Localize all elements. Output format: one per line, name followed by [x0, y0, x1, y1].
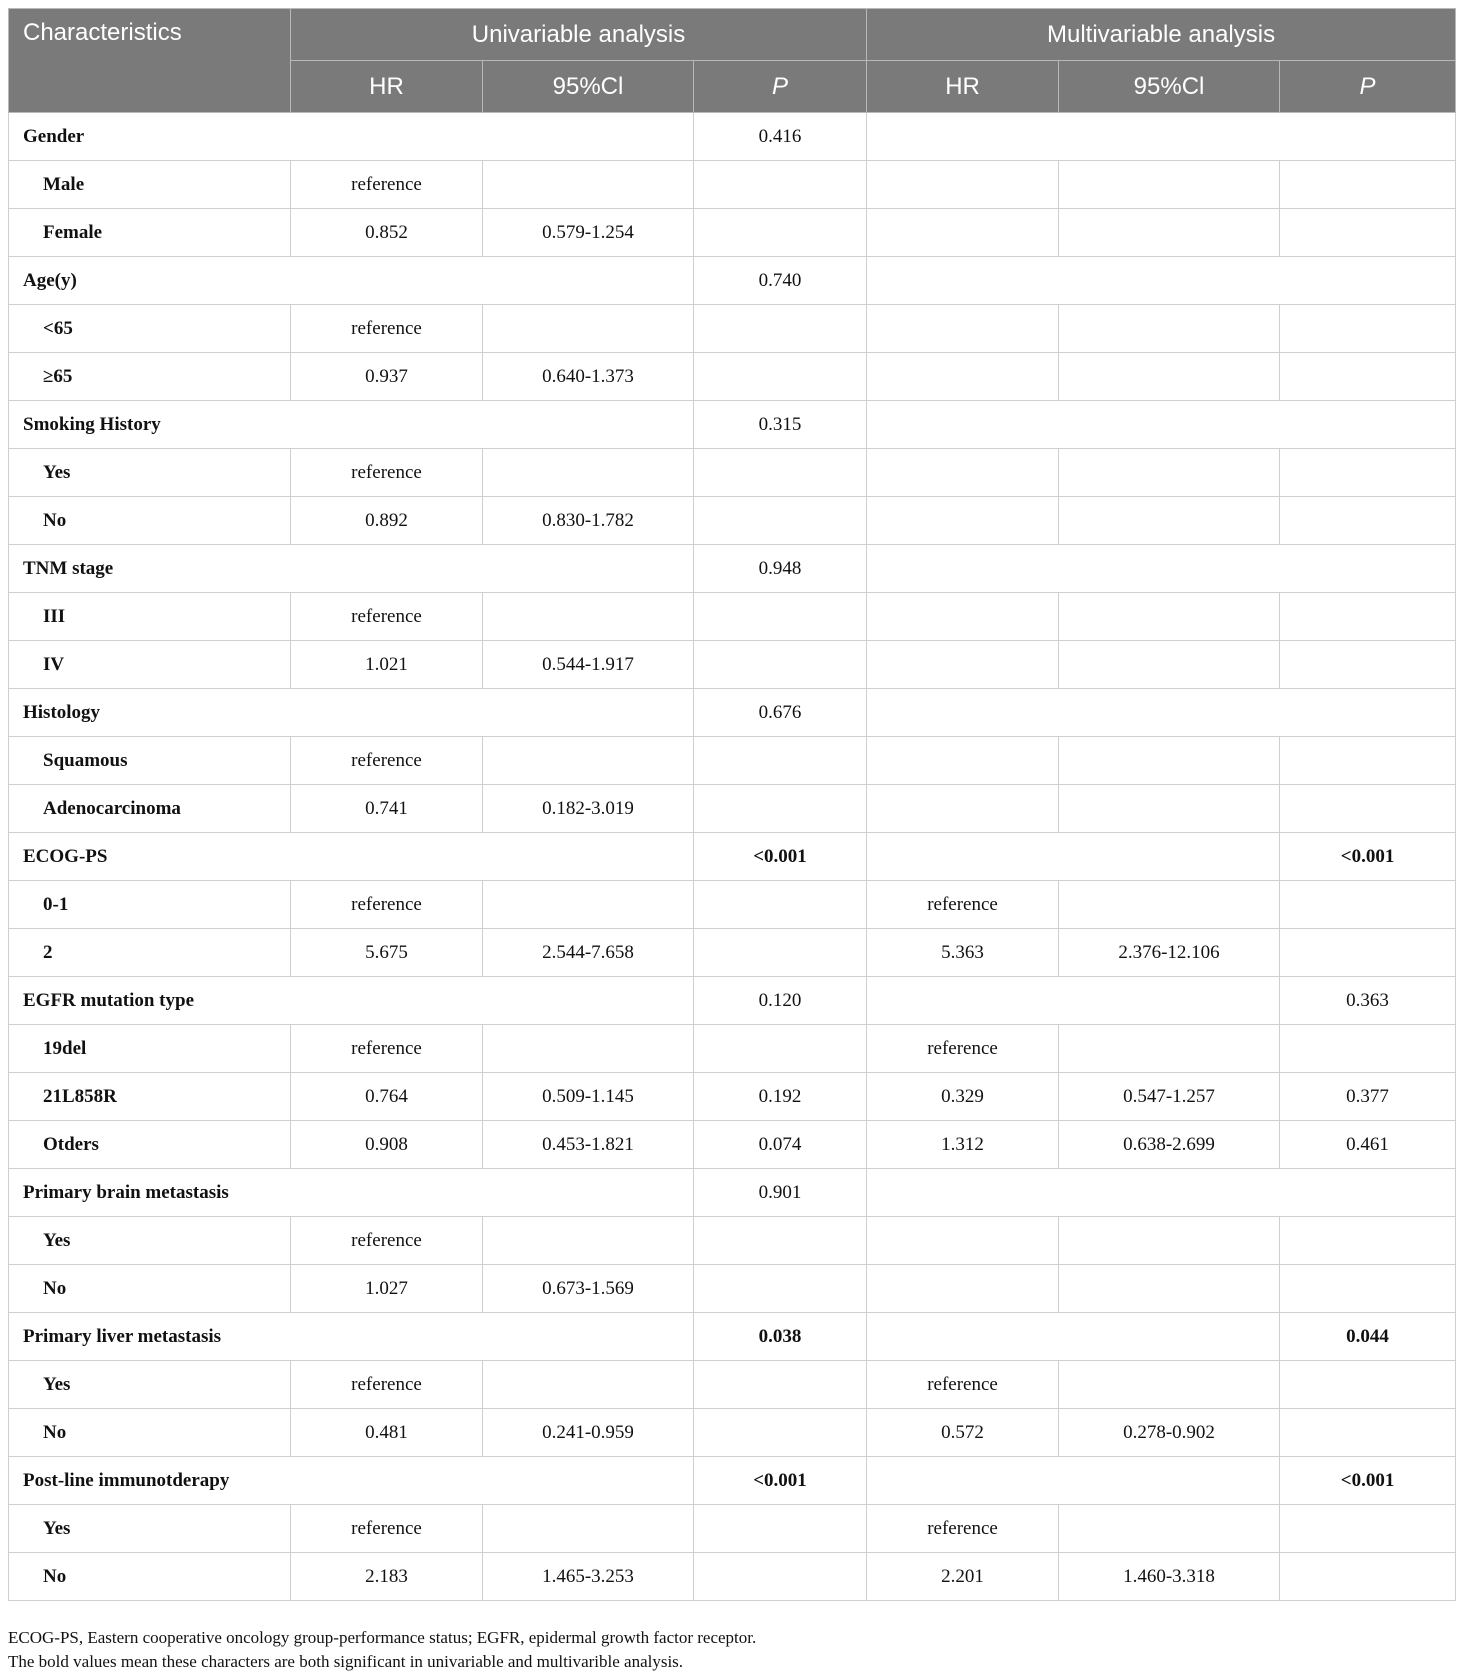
- subgroup-label-cell: Yes: [9, 1505, 291, 1553]
- subgroup-label-cell: III: [9, 593, 291, 641]
- univariable-hr-cell: reference: [291, 737, 483, 785]
- multivariable-p-cell: [1280, 497, 1456, 545]
- univariable-p-cell: [694, 1409, 867, 1457]
- univariable-hr-cell: reference: [291, 449, 483, 497]
- univariable-ci-cell: 0.579-1.254: [483, 209, 694, 257]
- table-row: [9, 641, 1456, 689]
- group-row: [9, 1457, 1456, 1505]
- table-row: [9, 1361, 1456, 1409]
- univariable-p-cell: [694, 353, 867, 401]
- table-row: [9, 1121, 1456, 1169]
- univariable-p-cell: <0.001: [694, 1457, 867, 1505]
- multivariable-p-cell: [1280, 449, 1456, 497]
- univariable-hr-cell: reference: [291, 881, 483, 929]
- group-row: [9, 401, 1456, 449]
- univariable-ci-cell: [483, 1361, 694, 1409]
- univariable-p-cell: [694, 497, 867, 545]
- univariable-hr-cell: 0.741: [291, 785, 483, 833]
- table-row: [9, 305, 1456, 353]
- multivariable-ci-cell: [1059, 1217, 1280, 1265]
- univariable-ci-cell: [483, 1217, 694, 1265]
- table-row: [9, 353, 1456, 401]
- subgroup-label-cell: <65: [9, 305, 291, 353]
- univariable-ci-cell: [483, 737, 694, 785]
- univariable-hr-cell: 1.027: [291, 1265, 483, 1313]
- multivariable-hr-cell: reference: [867, 1025, 1059, 1073]
- univariable-ci-cell: [483, 881, 694, 929]
- multivariable-empty-cell: [867, 401, 1456, 449]
- header-multivariable-hr: HR: [867, 61, 1059, 113]
- univariable-ci-cell: 1.465-3.253: [483, 1553, 694, 1601]
- group-label-cell: Post-line immunotderapy: [9, 1457, 694, 1505]
- univariable-hr-cell: reference: [291, 305, 483, 353]
- footnote-bold-meaning: The bold values mean these characters are both significant in univariable and multivarible analysis.: [8, 1652, 684, 1671]
- subgroup-label-cell: IV: [9, 641, 291, 689]
- regression-table-container: [8, 8, 1455, 1601]
- p-label: P: [1359, 72, 1376, 100]
- multivariable-empty-cell: [867, 1313, 1280, 1361]
- table-row: [9, 881, 1456, 929]
- multivariable-hr-cell: [867, 1217, 1059, 1265]
- group-label-cell: Gender: [9, 113, 694, 161]
- multivariable-ci-cell: [1059, 1361, 1280, 1409]
- subgroup-label-cell: 19del: [9, 1025, 291, 1073]
- table-header: [9, 9, 1456, 113]
- group-row: [9, 689, 1456, 737]
- table-row: [9, 161, 1456, 209]
- subgroup-label-cell: 2: [9, 929, 291, 977]
- multivariable-p-cell: <0.001: [1280, 833, 1456, 881]
- multivariable-p-cell: [1280, 1505, 1456, 1553]
- univariable-p-cell: [694, 881, 867, 929]
- multivariable-hr-cell: [867, 785, 1059, 833]
- header-multivariable-p: [1280, 61, 1456, 113]
- univariable-ci-cell: [483, 1025, 694, 1073]
- table-row: [9, 1409, 1456, 1457]
- univariable-hr-cell: reference: [291, 1217, 483, 1265]
- univariable-hr-cell: 5.675: [291, 929, 483, 977]
- multivariable-hr-cell: reference: [867, 881, 1059, 929]
- multivariable-ci-cell: [1059, 785, 1280, 833]
- multivariable-empty-cell: [867, 977, 1280, 1025]
- univariable-p-cell: [694, 785, 867, 833]
- group-row: [9, 545, 1456, 593]
- univariable-p-cell: [694, 1505, 867, 1553]
- group-label-cell: Smoking History: [9, 401, 694, 449]
- table-row: [9, 209, 1456, 257]
- multivariable-hr-cell: [867, 161, 1059, 209]
- table-row: [9, 1217, 1456, 1265]
- multivariable-hr-cell: [867, 593, 1059, 641]
- multivariable-p-cell: [1280, 1265, 1456, 1313]
- univariable-ci-cell: 2.544-7.658: [483, 929, 694, 977]
- multivariable-ci-cell: [1059, 737, 1280, 785]
- group-row: [9, 977, 1456, 1025]
- header-univariable-ci: 95%Cl: [483, 61, 694, 113]
- multivariable-ci-cell: 2.376-12.106: [1059, 929, 1280, 977]
- univariable-p-cell: [694, 1025, 867, 1073]
- multivariable-p-cell: [1280, 881, 1456, 929]
- univariable-ci-cell: 0.453-1.821: [483, 1121, 694, 1169]
- multivariable-hr-cell: [867, 305, 1059, 353]
- subgroup-label-cell: Yes: [9, 1361, 291, 1409]
- univariable-ci-cell: 0.830-1.782: [483, 497, 694, 545]
- univariable-hr-cell: 0.764: [291, 1073, 483, 1121]
- multivariable-ci-cell: [1059, 497, 1280, 545]
- group-label-cell: ECOG-PS: [9, 833, 694, 881]
- subgroup-label-cell: Otders: [9, 1121, 291, 1169]
- multivariable-ci-cell: [1059, 1505, 1280, 1553]
- multivariable-ci-cell: 0.547-1.257: [1059, 1073, 1280, 1121]
- header-characteristics: Characteristics: [9, 9, 291, 113]
- table-row: [9, 1553, 1456, 1601]
- multivariable-p-cell: [1280, 1217, 1456, 1265]
- univariable-ci-cell: [483, 1505, 694, 1553]
- footnotes: [8, 1626, 1455, 1674]
- univariable-p-cell: [694, 209, 867, 257]
- univariable-p-cell: [694, 737, 867, 785]
- group-row: [9, 1169, 1456, 1217]
- univariable-p-cell: 0.315: [694, 401, 867, 449]
- table-row: [9, 497, 1456, 545]
- multivariable-p-cell: 0.044: [1280, 1313, 1456, 1361]
- univariable-ci-cell: [483, 161, 694, 209]
- univariable-ci-cell: [483, 305, 694, 353]
- subgroup-label-cell: Adenocarcinoma: [9, 785, 291, 833]
- multivariable-empty-cell: [867, 257, 1456, 305]
- group-label-cell: TNM stage: [9, 545, 694, 593]
- univariable-hr-cell: reference: [291, 161, 483, 209]
- multivariable-ci-cell: [1059, 593, 1280, 641]
- multivariable-ci-cell: 0.278-0.902: [1059, 1409, 1280, 1457]
- univariable-p-cell: [694, 593, 867, 641]
- multivariable-p-cell: 0.363: [1280, 977, 1456, 1025]
- univariable-p-cell: 0.948: [694, 545, 867, 593]
- multivariable-hr-cell: 2.201: [867, 1553, 1059, 1601]
- subgroup-label-cell: 0-1: [9, 881, 291, 929]
- subgroup-label-cell: Squamous: [9, 737, 291, 785]
- subgroup-label-cell: Female: [9, 209, 291, 257]
- univariable-p-cell: [694, 1361, 867, 1409]
- univariable-hr-cell: 2.183: [291, 1553, 483, 1601]
- multivariable-empty-cell: [867, 833, 1280, 881]
- regression-table: [8, 8, 1456, 1601]
- group-row: [9, 833, 1456, 881]
- subgroup-label-cell: No: [9, 497, 291, 545]
- univariable-ci-cell: 0.182-3.019: [483, 785, 694, 833]
- univariable-ci-cell: 0.640-1.373: [483, 353, 694, 401]
- subgroup-label-cell: No: [9, 1409, 291, 1457]
- multivariable-hr-cell: [867, 1265, 1059, 1313]
- univariable-hr-cell: 0.481: [291, 1409, 483, 1457]
- multivariable-hr-cell: [867, 209, 1059, 257]
- table-row: [9, 1505, 1456, 1553]
- header-univariable: Univariable analysis: [291, 9, 867, 61]
- subgroup-label-cell: No: [9, 1265, 291, 1313]
- univariable-p-cell: [694, 1553, 867, 1601]
- multivariable-empty-cell: [867, 1169, 1456, 1217]
- multivariable-p-cell: [1280, 1409, 1456, 1457]
- header-univariable-p: [694, 61, 867, 113]
- multivariable-p-cell: [1280, 785, 1456, 833]
- group-row: [9, 257, 1456, 305]
- univariable-ci-cell: 0.509-1.145: [483, 1073, 694, 1121]
- table-row: [9, 785, 1456, 833]
- univariable-ci-cell: 0.673-1.569: [483, 1265, 694, 1313]
- multivariable-hr-cell: 5.363: [867, 929, 1059, 977]
- table-row: [9, 1265, 1456, 1313]
- univariable-p-cell: 0.676: [694, 689, 867, 737]
- univariable-hr-cell: 0.892: [291, 497, 483, 545]
- table-row: [9, 1025, 1456, 1073]
- univariable-ci-cell: [483, 449, 694, 497]
- subgroup-label-cell: ≥65: [9, 353, 291, 401]
- header-multivariable: Multivariable analysis: [867, 9, 1456, 61]
- group-label-cell: EGFR mutation type: [9, 977, 694, 1025]
- multivariable-p-cell: [1280, 593, 1456, 641]
- multivariable-ci-cell: [1059, 881, 1280, 929]
- multivariable-p-cell: [1280, 353, 1456, 401]
- table-row: [9, 737, 1456, 785]
- multivariable-hr-cell: reference: [867, 1361, 1059, 1409]
- subgroup-label-cell: No: [9, 1553, 291, 1601]
- multivariable-empty-cell: [867, 689, 1456, 737]
- multivariable-p-cell: [1280, 305, 1456, 353]
- univariable-p-cell: [694, 929, 867, 977]
- univariable-hr-cell: reference: [291, 1025, 483, 1073]
- table-row: [9, 593, 1456, 641]
- univariable-p-cell: [694, 641, 867, 689]
- univariable-p-cell: 0.416: [694, 113, 867, 161]
- univariable-hr-cell: 0.937: [291, 353, 483, 401]
- table-row: [9, 1073, 1456, 1121]
- univariable-hr-cell: reference: [291, 593, 483, 641]
- p-label: P: [772, 72, 789, 100]
- subgroup-label-cell: 21L858R: [9, 1073, 291, 1121]
- univariable-hr-cell: 0.852: [291, 209, 483, 257]
- multivariable-hr-cell: 1.312: [867, 1121, 1059, 1169]
- multivariable-p-cell: <0.001: [1280, 1457, 1456, 1505]
- multivariable-hr-cell: [867, 449, 1059, 497]
- table-body: [9, 113, 1456, 1601]
- multivariable-hr-cell: [867, 353, 1059, 401]
- subgroup-label-cell: Yes: [9, 1217, 291, 1265]
- univariable-hr-cell: 1.021: [291, 641, 483, 689]
- multivariable-ci-cell: [1059, 161, 1280, 209]
- multivariable-ci-cell: 1.460-3.318: [1059, 1553, 1280, 1601]
- multivariable-p-cell: [1280, 1025, 1456, 1073]
- subgroup-label-cell: Yes: [9, 449, 291, 497]
- univariable-p-cell: [694, 305, 867, 353]
- multivariable-ci-cell: [1059, 209, 1280, 257]
- multivariable-ci-cell: [1059, 1265, 1280, 1313]
- multivariable-empty-cell: [867, 1457, 1280, 1505]
- univariable-ci-cell: 0.241-0.959: [483, 1409, 694, 1457]
- multivariable-hr-cell: 0.329: [867, 1073, 1059, 1121]
- multivariable-empty-cell: [867, 113, 1456, 161]
- univariable-hr-cell: reference: [291, 1361, 483, 1409]
- group-row: [9, 1313, 1456, 1361]
- group-label-cell: Histology: [9, 689, 694, 737]
- univariable-p-cell: [694, 161, 867, 209]
- univariable-p-cell: <0.001: [694, 833, 867, 881]
- univariable-ci-cell: 0.544-1.917: [483, 641, 694, 689]
- multivariable-ci-cell: [1059, 641, 1280, 689]
- multivariable-hr-cell: 0.572: [867, 1409, 1059, 1457]
- multivariable-p-cell: [1280, 209, 1456, 257]
- subgroup-label-cell: Male: [9, 161, 291, 209]
- univariable-p-cell: [694, 1265, 867, 1313]
- univariable-p-cell: 0.074: [694, 1121, 867, 1169]
- header-multivariable-ci: 95%Cl: [1059, 61, 1280, 113]
- multivariable-ci-cell: [1059, 449, 1280, 497]
- header-univariable-hr: HR: [291, 61, 483, 113]
- table-row: [9, 449, 1456, 497]
- footnote-abbreviations: ECOG-PS, Eastern cooperative oncology group-performance status; EGFR, epidermal growth factor receptor.: [8, 1628, 757, 1647]
- group-label-cell: Age(y): [9, 257, 694, 305]
- univariable-p-cell: 0.192: [694, 1073, 867, 1121]
- multivariable-p-cell: [1280, 161, 1456, 209]
- multivariable-ci-cell: [1059, 305, 1280, 353]
- univariable-p-cell: 0.120: [694, 977, 867, 1025]
- multivariable-p-cell: [1280, 929, 1456, 977]
- univariable-p-cell: [694, 1217, 867, 1265]
- multivariable-hr-cell: [867, 641, 1059, 689]
- univariable-p-cell: 0.901: [694, 1169, 867, 1217]
- group-row: [9, 113, 1456, 161]
- multivariable-ci-cell: 0.638-2.699: [1059, 1121, 1280, 1169]
- univariable-hr-cell: reference: [291, 1505, 483, 1553]
- multivariable-hr-cell: [867, 497, 1059, 545]
- multivariable-p-cell: 0.461: [1280, 1121, 1456, 1169]
- univariable-p-cell: 0.038: [694, 1313, 867, 1361]
- univariable-p-cell: 0.740: [694, 257, 867, 305]
- group-label-cell: Primary brain metastasis: [9, 1169, 694, 1217]
- multivariable-empty-cell: [867, 545, 1456, 593]
- multivariable-hr-cell: [867, 737, 1059, 785]
- multivariable-p-cell: [1280, 1553, 1456, 1601]
- table-row: [9, 929, 1456, 977]
- group-label-cell: Primary liver metastasis: [9, 1313, 694, 1361]
- multivariable-hr-cell: reference: [867, 1505, 1059, 1553]
- multivariable-p-cell: [1280, 737, 1456, 785]
- multivariable-p-cell: [1280, 641, 1456, 689]
- multivariable-ci-cell: [1059, 353, 1280, 401]
- multivariable-p-cell: 0.377: [1280, 1073, 1456, 1121]
- univariable-ci-cell: [483, 593, 694, 641]
- univariable-hr-cell: 0.908: [291, 1121, 483, 1169]
- multivariable-ci-cell: [1059, 1025, 1280, 1073]
- multivariable-p-cell: [1280, 1361, 1456, 1409]
- univariable-p-cell: [694, 449, 867, 497]
